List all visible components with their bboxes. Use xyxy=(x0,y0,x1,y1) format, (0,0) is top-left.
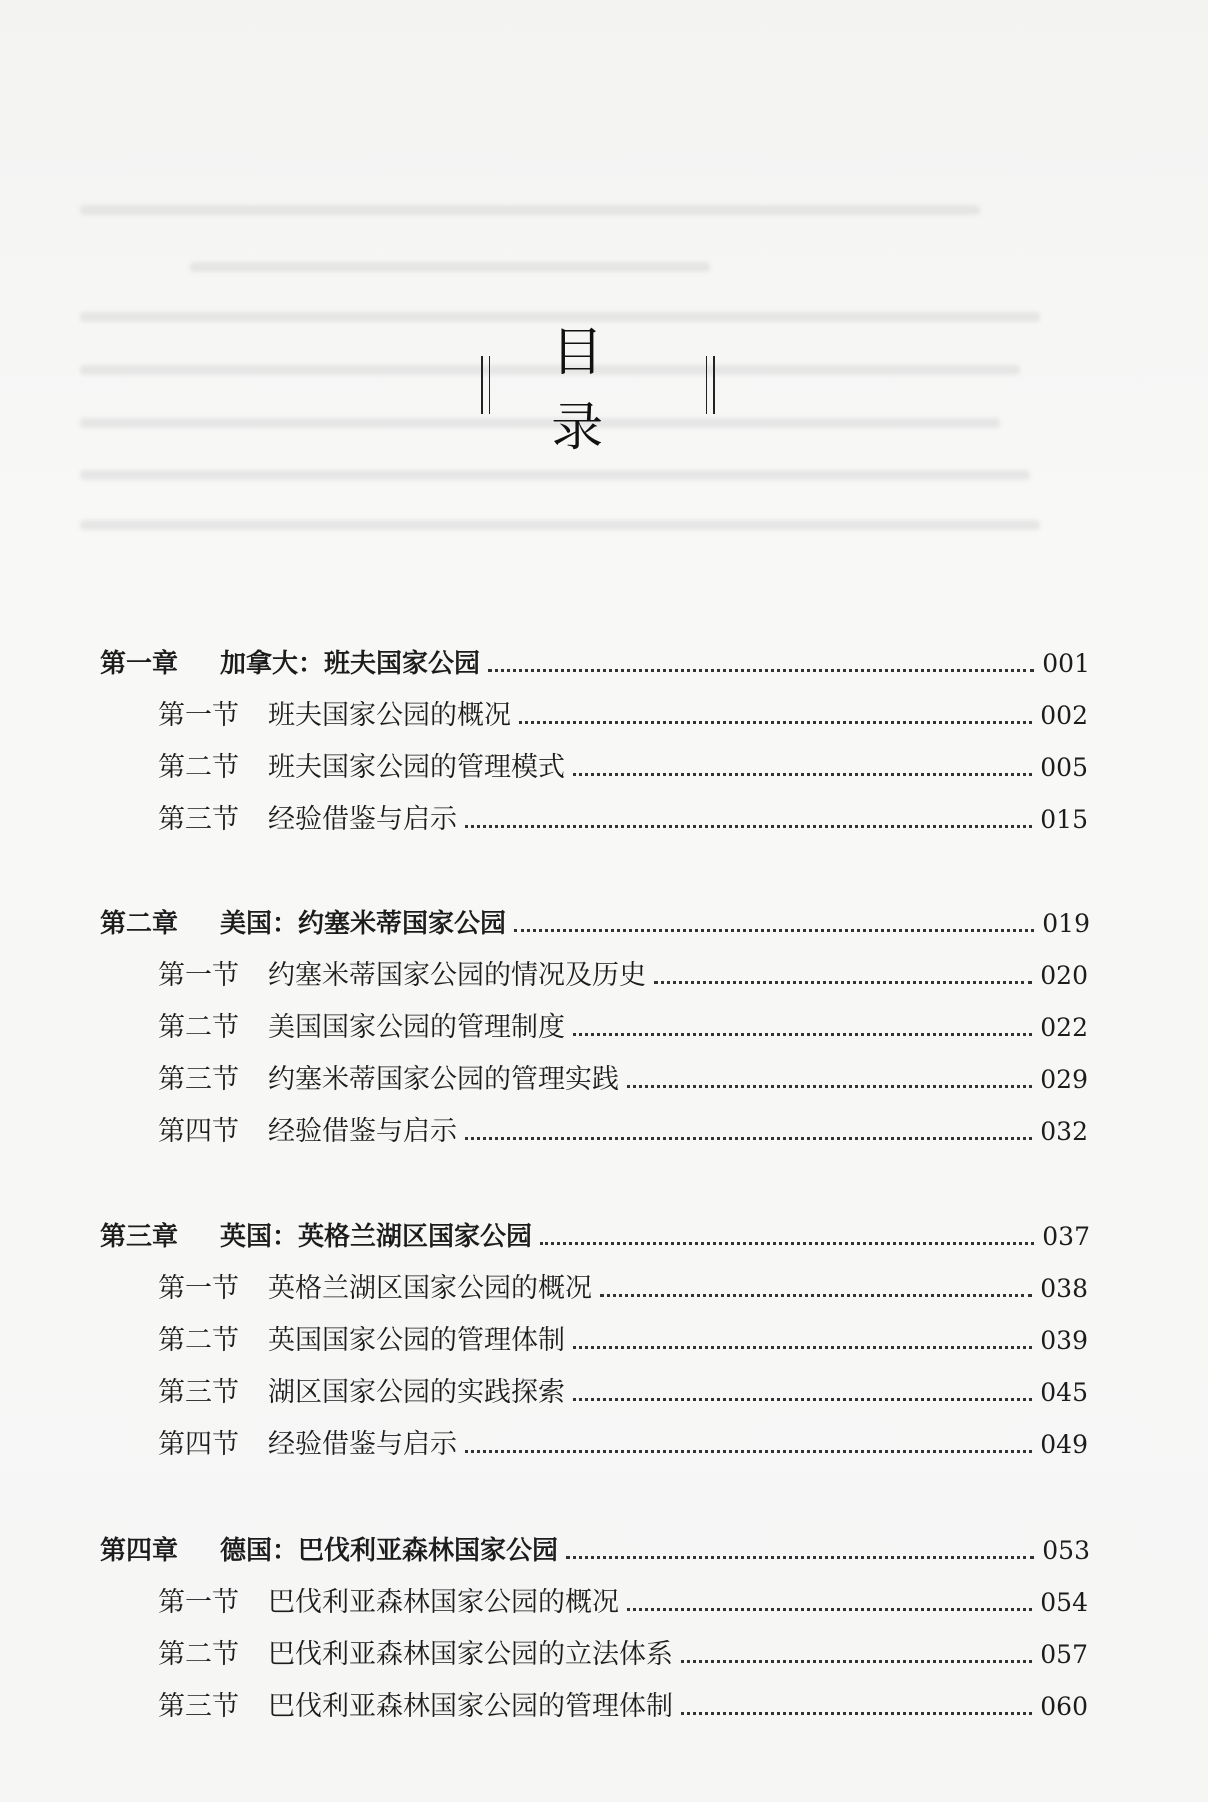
page-number: 053 xyxy=(1042,1536,1090,1565)
page-number: 019 xyxy=(1042,909,1090,938)
toc-section[interactable] xyxy=(158,694,1088,734)
bleed-through-line xyxy=(80,470,1030,480)
section-number: 第二节 xyxy=(158,1639,239,1670)
page-number: 039 xyxy=(1040,1326,1088,1355)
section-title: 约塞米蒂国家公园的情况及历史 xyxy=(268,960,646,991)
chapter-number: 第三章 xyxy=(100,1222,179,1252)
section-title: 经验借鉴与启示 xyxy=(268,1429,457,1460)
section-title: 英格兰湖区国家公园的概况 xyxy=(268,1273,592,1304)
section-number: 第四节 xyxy=(158,1429,239,1460)
section-title: 经验借鉴与启示 xyxy=(268,804,457,835)
leader-dots xyxy=(540,1242,1034,1245)
leader-dots xyxy=(654,981,1032,984)
section-number: 第一节 xyxy=(158,1273,239,1304)
leader-dots xyxy=(519,721,1032,724)
leader-dots xyxy=(600,1294,1032,1297)
page-number: 020 xyxy=(1040,961,1088,990)
page-number: 060 xyxy=(1040,1692,1088,1721)
section-number: 第三节 xyxy=(158,804,239,835)
toc-section[interactable] xyxy=(158,1371,1088,1411)
section-title: 班夫国家公园的管理模式 xyxy=(268,752,565,783)
page-number: 002 xyxy=(1040,701,1088,730)
section-number: 第四节 xyxy=(158,1116,239,1147)
leader-dots xyxy=(573,773,1032,776)
title-bar-right xyxy=(713,356,715,414)
chapter-number: 第二章 xyxy=(100,909,179,939)
section-number: 第三节 xyxy=(158,1064,239,1095)
toc-section[interactable] xyxy=(158,1581,1088,1621)
page-number: 054 xyxy=(1040,1588,1088,1617)
toc-section[interactable] xyxy=(158,1110,1088,1150)
section-title: 巴伐利亚森林国家公园的概况 xyxy=(268,1587,619,1618)
toc-section[interactable] xyxy=(158,1633,1088,1673)
toc-section[interactable] xyxy=(158,1423,1088,1463)
chapter-title: 美国：约塞米蒂国家公园 xyxy=(220,909,507,939)
page-number: 037 xyxy=(1042,1222,1090,1251)
title-bar-left xyxy=(481,356,483,414)
section-number: 第二节 xyxy=(158,752,239,783)
title-bar-right xyxy=(706,356,708,414)
section-title: 经验借鉴与启示 xyxy=(268,1116,457,1147)
page-number: 049 xyxy=(1040,1430,1088,1459)
leader-dots xyxy=(627,1608,1032,1611)
page-number: 038 xyxy=(1040,1274,1088,1303)
section-number: 第一节 xyxy=(158,700,239,731)
section-number: 第三节 xyxy=(158,1377,239,1408)
bleed-through-line xyxy=(80,205,980,215)
page-number: 022 xyxy=(1040,1013,1088,1042)
section-title: 班夫国家公园的概况 xyxy=(268,700,511,731)
chapter-title: 加拿大：班夫国家公园 xyxy=(220,649,481,679)
toc-section[interactable] xyxy=(158,1267,1088,1307)
leader-dots xyxy=(573,1033,1032,1036)
toc-section[interactable] xyxy=(158,1319,1088,1359)
page-number: 057 xyxy=(1040,1640,1088,1669)
section-title: 约塞米蒂国家公园的管理实践 xyxy=(268,1064,619,1095)
toc-section[interactable] xyxy=(158,954,1088,994)
section-number: 第一节 xyxy=(158,960,239,991)
page-number: 045 xyxy=(1040,1378,1088,1407)
title-bar-left xyxy=(489,356,491,414)
section-number: 第二节 xyxy=(158,1325,239,1356)
chapter-title: 德国：巴伐利亚森林国家公园 xyxy=(220,1536,559,1566)
page-number: 005 xyxy=(1040,753,1088,782)
bleed-through-line xyxy=(80,520,1040,530)
leader-dots xyxy=(627,1085,1032,1088)
page-number: 001 xyxy=(1042,649,1090,678)
leader-dots xyxy=(465,825,1032,828)
leader-dots xyxy=(681,1660,1032,1663)
leader-dots xyxy=(681,1712,1032,1715)
toc-chapter-4[interactable] xyxy=(100,1529,1090,1569)
toc-chapter-1[interactable] xyxy=(100,642,1090,682)
leader-dots xyxy=(488,669,1034,672)
section-title: 英国国家公园的管理体制 xyxy=(268,1325,565,1356)
toc-chapter-3[interactable] xyxy=(100,1215,1090,1255)
section-title: 美国国家公园的管理制度 xyxy=(268,1012,565,1043)
section-title: 巴伐利亚森林国家公园的立法体系 xyxy=(268,1639,673,1670)
chapter-title: 英国：英格兰湖区国家公园 xyxy=(220,1222,533,1252)
chapter-number: 第四章 xyxy=(100,1536,179,1566)
toc-section[interactable] xyxy=(158,1685,1088,1725)
leader-dots xyxy=(465,1137,1032,1140)
leader-dots xyxy=(573,1346,1032,1349)
leader-dots xyxy=(465,1450,1032,1453)
bleed-through-line xyxy=(190,262,710,272)
page-number: 029 xyxy=(1040,1065,1088,1094)
section-title: 湖区国家公园的实践探索 xyxy=(268,1377,565,1408)
page-number: 015 xyxy=(1040,805,1088,834)
toc-section[interactable] xyxy=(158,1006,1088,1046)
leader-dots xyxy=(566,1556,1034,1559)
page-number: 032 xyxy=(1040,1117,1088,1146)
section-number: 第二节 xyxy=(158,1012,239,1043)
toc-section[interactable] xyxy=(158,746,1088,786)
leader-dots xyxy=(514,929,1034,932)
section-number: 第三节 xyxy=(158,1691,239,1722)
leader-dots xyxy=(573,1398,1032,1401)
chapter-number: 第一章 xyxy=(100,649,179,679)
section-title: 巴伐利亚森林国家公园的管理体制 xyxy=(268,1691,673,1722)
section-number: 第一节 xyxy=(158,1587,239,1618)
toc-chapter-2[interactable] xyxy=(100,902,1090,942)
toc-section[interactable] xyxy=(158,1058,1088,1098)
page-title-text: 目 录 xyxy=(551,323,648,458)
toc-section[interactable] xyxy=(158,798,1088,838)
page-title xyxy=(478,323,718,458)
